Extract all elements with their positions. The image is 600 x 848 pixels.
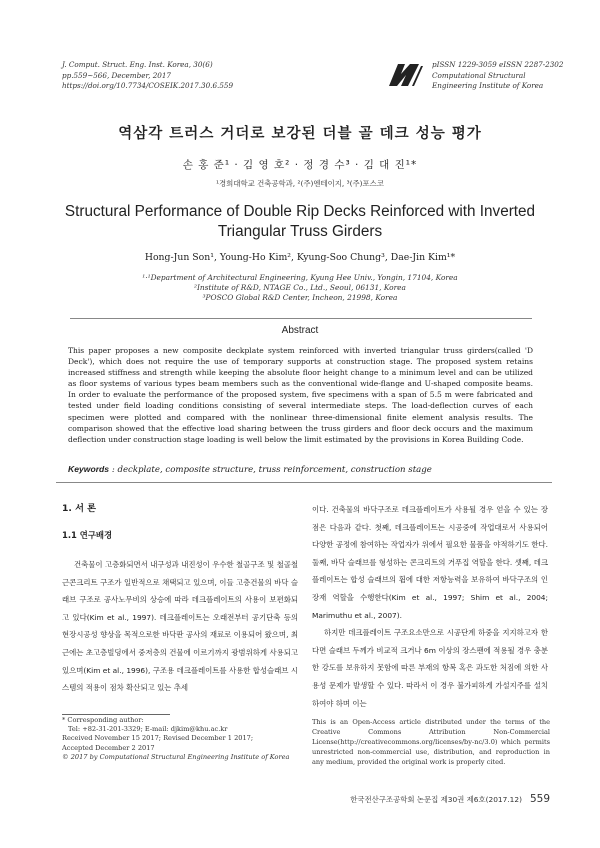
received-dates: Received November 15 2017; Revised December 1 2017; <box>62 734 254 743</box>
footnote <box>62 716 302 762</box>
footer-journal: 한국전산구조공학회 논문집 제30권 제6호(2017.12) <box>350 795 522 804</box>
page-number: 559 <box>529 793 550 805</box>
society-name-1: Computational Structural <box>432 70 526 80</box>
journal-citation <box>62 60 233 92</box>
issn: pISSN 1229-3059 eISSN 2287-2302 <box>432 60 564 69</box>
korean-title: 역삼각 트러스 거더로 보강된 더블 골 데크 성능 평가 <box>118 126 482 142</box>
footnote-rule <box>62 714 170 715</box>
affiliation-3: ³POSCO Global R&D Center, Incheon, 21998, Korea <box>202 292 398 302</box>
affiliation-1: ¹·¹Department of Architectural Engineering, Kyung Hee Univ., Yongin, 17104, Korea <box>142 273 458 282</box>
keywords-text: : deckplate, composite structure, truss reinforcement, construction stage <box>111 465 432 475</box>
keywords-bottom-rule <box>56 482 552 483</box>
abstract-top-rule <box>70 318 532 319</box>
section-title: 1. 서 론 <box>62 503 97 514</box>
journal-name: J. Comput. Struct. Eng. Inst. Korea, 30(6) <box>62 60 213 69</box>
open-access-notice: This is an Open-Access article distributed under the terms of the Creative Commons Attribution Non-Commercial License(http://creativecommons.org/licenses/by-nc/3.0) which permits unrestricted non-commercial use, distribution, and reproduction in any medium, provided the original work is properly cited. <box>312 718 550 766</box>
coseik-logo-icon <box>386 60 424 88</box>
paragraph: 하지만 데크플레이트 구조요소만으로 시공단계 하중을 지지하고자 한다면 슬래브 두께가 비교적 크거나 6m 이상의 장스팬에 적용될 경우 충분한 강도를 보유하지 못함에 따른 부재의 항복 혹은 과도한 처짐에 의한 사용성 문제가 발생할 수 있다. 따라서 이 경우 불가피하게 가설지주를 설치하여야 하며 이는 <box>312 628 548 708</box>
english-authors: Hong-Jun Son¹, Young-Ho Kim², Kyung-Soo Chung³, Dae-Jin Kim¹* <box>144 252 456 263</box>
keywords <box>68 464 538 475</box>
issn-block <box>432 60 563 92</box>
english-title: Structural Performance of Double Rip Decks Reinforced with Inverted Triangular Truss Girders <box>64 203 536 240</box>
accepted-date: Accepted December 2 2017 <box>62 743 155 752</box>
corresponding-author: * Corresponding author: <box>62 716 144 724</box>
subsection-title: 1.1 연구배경 <box>62 530 113 540</box>
english-affiliations <box>0 273 600 302</box>
society-name-2: Engineering Institute of Korea <box>432 81 544 90</box>
page-footer <box>320 793 550 805</box>
contact-info: Tel: +82-31-201-3329; E-mail: djkim@khu.ac.kr <box>68 725 228 734</box>
right-column <box>312 501 548 712</box>
doi-link[interactable]: https://doi.org/10.7734/COSEIK.2017.30.6.559 <box>62 81 234 90</box>
abstract-heading: Abstract <box>281 325 319 336</box>
paragraph: 건축물이 고층화되면서 내구성과 내진성이 우수한 철골구조 및 철골철근콘크리트 구조가 일반적으로 채택되고 있으며, 이들 고층건물의 바닥 슬래브 구조로 공사노무비의 상승에 따라 데크플레이트의 사용이 보편화되고 있다(Kim et al., 1997). 데크플레이트는 오래전부터 공기단축 등의 현장시공성 향상을 목적으로한 바닥판 공사의 재료로 이용되어 왔으며, 최근에는 초고층빌딩에서 중저층의 건물에 이르기까지 광범위하게 사용되고 있으며(Kim et al., 1996), 구조용 데크플레이트를 사용한 합성슬래브 시스템의 적용이 점차 확산되고 있는 추세 <box>62 560 298 693</box>
korean-authors: 손 홍 준¹ · 김 영 호² · 정 경 수³ · 김 대 진¹* <box>182 159 418 171</box>
copyright: © 2017 by Computational Structural Engineering Institute of Korea <box>62 752 290 761</box>
keywords-label: Keywords <box>68 464 110 474</box>
abstract-body: This paper proposes a new composite deckplate system reinforced with inverted triangular truss girders(called 'D Deck'), which does not require the use of temporary supports at construction stage. The proposed system retains increased stiffness and strength while keeping the absolute floor height change to a minimum level and can be utilized as floor systems of various types beam members such as the conventional wide-flange and U-shaped composite beams. In order to evaluate the performance of the proposed system, five specimens with a span of 5.5 m were fabricated and tested under field loading conditions consisting of several intermediate steps. The load-deflection curves of each specimen were plotted and compared with the nonlinear three-dimensional finite element analysis results. The comparison showed that the effective load sharing between the truss girders and floor deck occurs and the maximum deflection under construction stage loading is well below the limit estimated by the provisions in Korea Building Code. <box>68 346 533 444</box>
korean-affiliations: ¹경희대학교 건축공학과, ²(주)엔테이지, ³(주)포스코 <box>216 179 384 188</box>
left-column <box>62 556 298 697</box>
paragraph: 이다. 건축물의 바닥구조로 데크플레이트가 사용될 경우 얻을 수 있는 장점은 다음과 같다. 첫째, 데크플레이트는 시공중에 작업대로서 사용되어 다양한 공정에 참여하는 작업자가 위에서 필요한 물품을 야적하기도 한다. 둘째, 바닥 슬래브를 형성하는 콘크리트의 거푸집 역할을 한다. 셋째, 데크플레이트는 합성 슬래브의 휨에 대한 저항능력을 보유하여 바닥구조의 인장재 역할을 수행한다(Kim et al., 1997; Shim et al., 2004; Marimuthu et al., 2007). <box>312 505 548 620</box>
journal-pages: pp.559~566, December, 2017 <box>62 70 171 80</box>
affiliation-2: ²Institute of R&D, NTAGE Co., Ltd., Seoul, 06131, Korea <box>194 282 406 292</box>
